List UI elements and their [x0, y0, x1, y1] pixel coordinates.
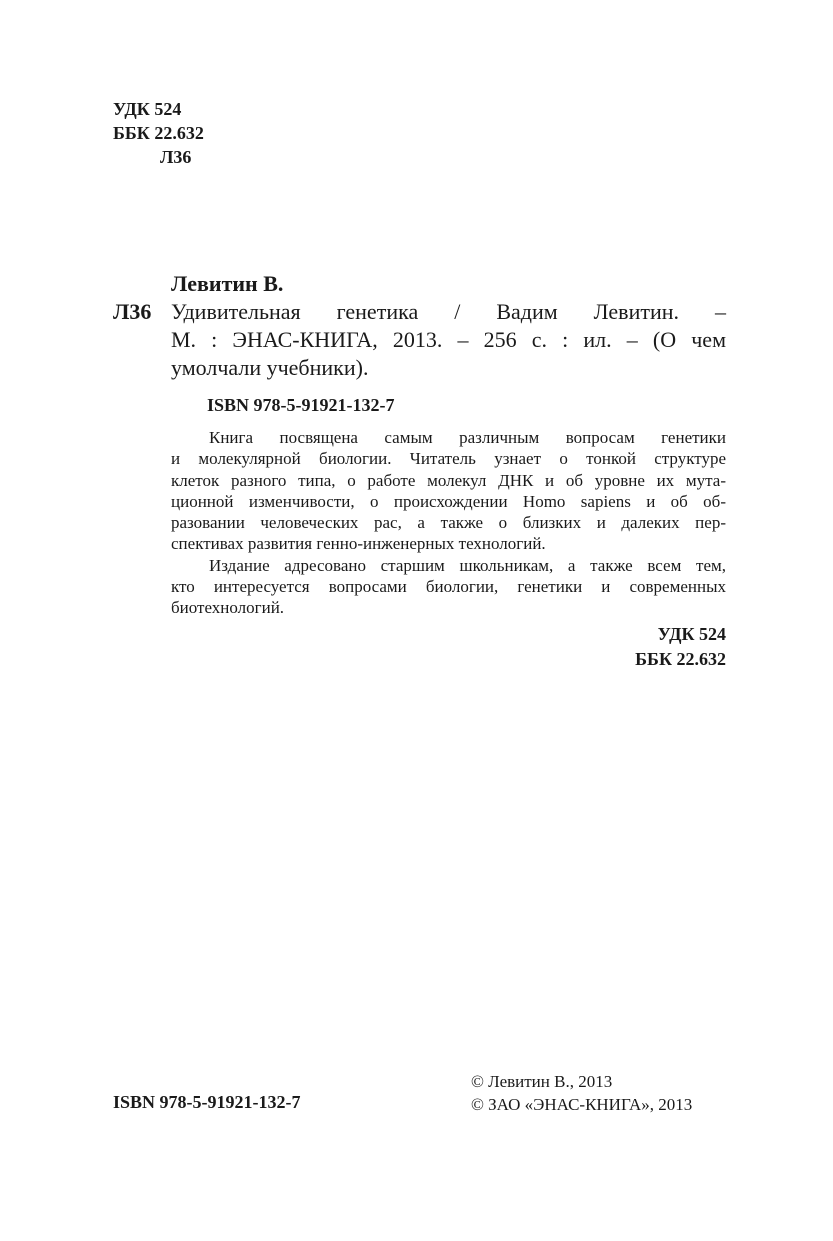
isbn-footer: ISBN 978-5-91921-132-7 — [113, 1092, 301, 1112]
annotation-line: разовании человеческих рас, а также о близких и далеких пер- — [171, 513, 726, 533]
bibliographic-description — [171, 298, 726, 382]
annotation-line: Издание адресовано старшим школьникам, а также всем тем, — [209, 555, 726, 575]
annotation-line: спективах развития генно-инженерных технологий. — [171, 534, 546, 554]
copyright-author: © Левитин В., 2013 — [471, 1072, 613, 1091]
isbn-record: ISBN 978-5-91921-132-7 — [207, 395, 395, 415]
annotation-line: кто интересуется вопросами биологии, генетики и современных — [171, 577, 726, 597]
annotation-line: ционной изменчивости, о происхождении Homo sapiens и об об- — [171, 491, 726, 511]
author-heading: Левитин В. — [171, 271, 284, 296]
annotation-line: биотехнологий. — [171, 598, 285, 618]
udk-code-bottom: УДК 524 — [657, 624, 726, 644]
annotation-line: клеток разного типа, о работе молекул ДНК и об уровне их мута- — [171, 470, 726, 490]
annotation-line: и молекулярной биологии. Читатель узнает о тонкой структуре — [171, 449, 726, 469]
bbk-code-bottom: ББК 22.632 — [635, 649, 726, 669]
title-line: умолчали учебники). — [171, 355, 369, 380]
bbk-code-top: ББК 22.632 — [113, 123, 204, 143]
title-line: Удивительная генетика / Вадим Левитин. – — [171, 299, 726, 324]
title-line: М. : ЭНАС-КНИГА, 2013. – 256 с. : ил. – (О чем — [171, 327, 726, 352]
annotation — [171, 427, 726, 619]
udk-code-top: УДК 524 — [113, 99, 182, 119]
copyright-block — [471, 1070, 692, 1116]
author-mark: Л36 — [113, 299, 152, 324]
author-mark-top: Л36 — [160, 147, 192, 167]
copyright-publisher: © ЗАО «ЭНАС-КНИГА», 2013 — [471, 1095, 693, 1114]
classification-right — [635, 622, 726, 672]
annotation-line: Книга посвящена самым различным вопросам генетики — [209, 428, 726, 447]
